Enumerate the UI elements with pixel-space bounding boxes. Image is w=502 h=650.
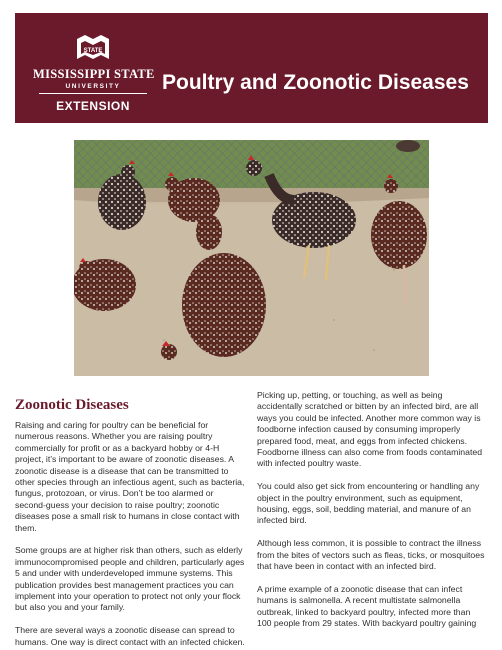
article-paragraph: You could also get sick from encountering or handling any object in the poultry environment, such as equipment, housing, eggs, soil, bedding material, and manure of an infected bird. xyxy=(257,481,480,526)
article-paragraph: Raising and caring for poultry can be beneficial for numerous reasons. Whether you are raising poultry commercially for profit or as a backyard hobby or 4-H project, it’s important to be aware of zoonotic diseases. A zoonotic disease is a disease that can be transmitted to other species through an infectious agent, such as bacteria, fungus, protozoan, or virus. Don’t be too alarmed or second-guess your decision to raise poultry; zoonotic diseases pose a small risk to humans in close contact with them. xyxy=(15,420,245,533)
article-paragraph: Some groups are at higher risk than others, such as elderly immunocompromised people and children, particularly ages 5 and under with underdeveloped immune systems. This publication provides best management practices you can implement into your operation to protect not only your flock but also you and your family. xyxy=(15,545,245,613)
logo-extension: EXTENSION xyxy=(56,99,130,113)
article-paragraph: There are several ways a zoonotic disease can spread to humans. One way is direct contact with an infected chicken. xyxy=(15,625,245,647)
msu-extension-logo[interactable] xyxy=(33,33,153,117)
logo-divider xyxy=(39,93,147,94)
article-paragraph: A prime example of a zoonotic disease that can infect humans is salmonella. A recent multistate salmonella outbreak, linked to backyard poultry, infected more than 100 people from 29 states. With backyard poultry gaining xyxy=(257,583,477,629)
svg-text:STATE: STATE xyxy=(83,48,103,54)
section-heading: Zoonotic Diseases xyxy=(15,397,129,413)
chickens-illustration xyxy=(74,140,429,376)
chickens-photo xyxy=(74,140,429,376)
article-column-right xyxy=(257,390,487,641)
logo-wordmark: MISSISSIPPI STATE xyxy=(33,67,155,81)
header-banner xyxy=(15,13,488,123)
logo-university: UNIVERSITY xyxy=(65,83,121,90)
m-state-seal-icon xyxy=(71,33,115,63)
article-column-left xyxy=(15,390,245,650)
article-paragraph: Picking up, petting, or touching, as well as being accidentally scratched or bitten by an infected bird, are all ways you could be infected. Another more common way is foodborne infection caused by consuming improperly prepared food, meat, and eggs from infected chickens. Foodborne illness can also come from foods contaminated with infected poultry waste. xyxy=(257,390,483,469)
page-title: Poultry and Zoonotic Diseases xyxy=(162,71,469,94)
article-paragraph: Although less common, it is possible to contract the illness from the bites of vectors such as fleas, ticks, or mosquitoes that have been in contact with an infected bird. xyxy=(257,538,485,572)
